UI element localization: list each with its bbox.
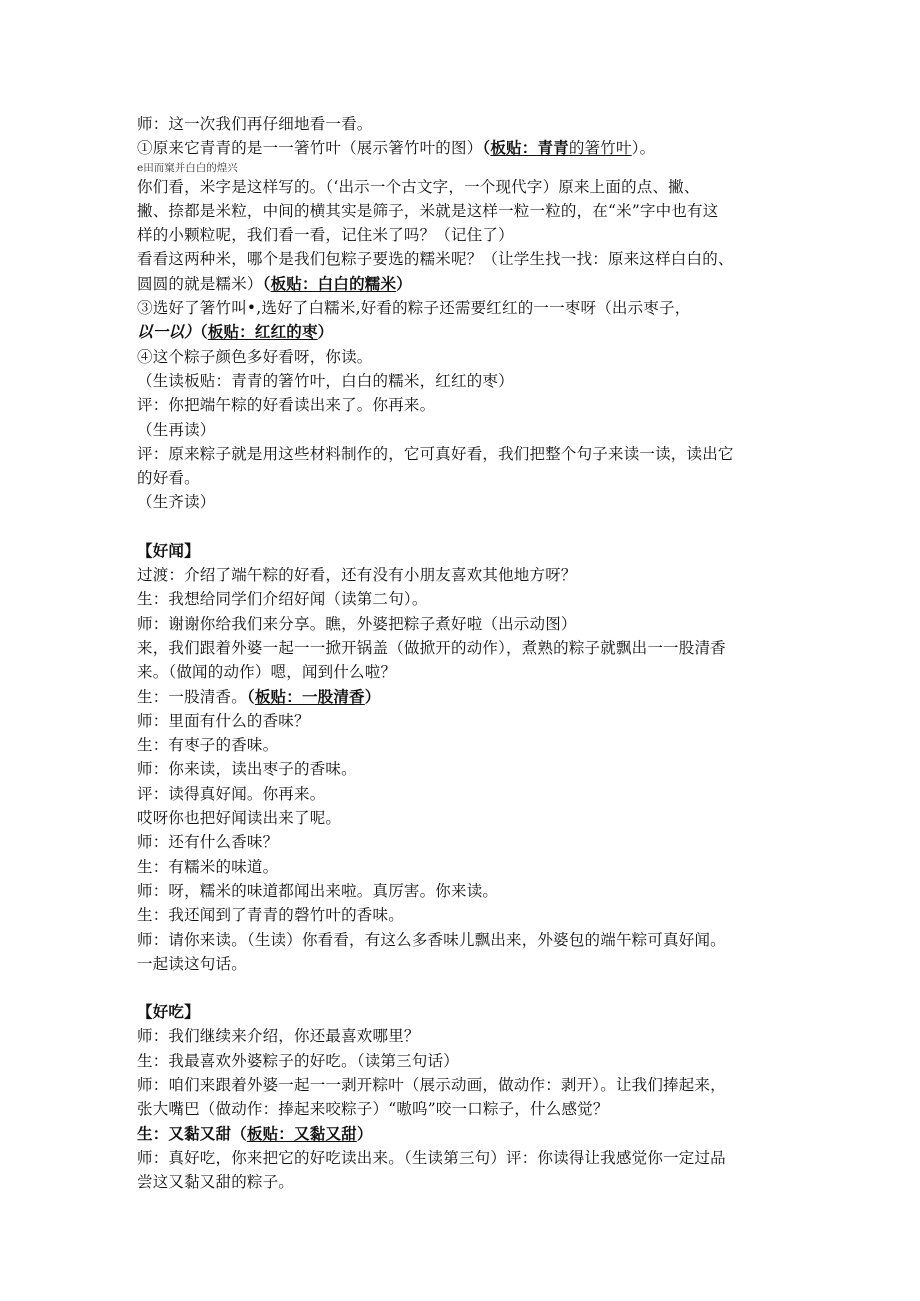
- text-line: 你们看，米字是这样写的。（‘出示一个古文字，一个现代字）原来上面的点、撇、: [137, 177, 700, 196]
- text-line: ④这个粽子颜色多好看呀，你读。: [137, 347, 373, 366]
- section-heading: 【好吃】: [137, 1002, 200, 1022]
- text-line: （生齐读）: [137, 493, 216, 512]
- text-line: 生：一股清香。（板贴：一股清香）: [137, 686, 381, 706]
- text-line: 来。（做闻的动作）嗯，闻到什么啦？: [137, 663, 397, 682]
- board-note: 板贴：青青: [490, 138, 569, 158]
- text-line: 生：我还闻到了青青的磬竹叶的香味。: [137, 906, 404, 925]
- text-line: ③选好了箸竹叫•,选好了白糯米,好看的粽子还需要红红的一一枣呀（出示枣子，: [137, 299, 691, 318]
- text-line: 过渡：介绍了端午粽的好看，还有没有小朋友喜欢其他地方呀？: [137, 566, 577, 585]
- text-line: 评：原来粽子就是用这些材料制作的，它可真好看，我们把整个句子来读一读，读出它: [137, 444, 734, 463]
- text-line: 师：这一次我们再仔细地看一看。: [137, 115, 373, 133]
- text-line: 生：我想给同学们介绍好闻（读第二句）。: [137, 590, 428, 609]
- text-line: 生：有糯米的味道。: [137, 857, 279, 876]
- section-heading: 【好闻】: [137, 540, 200, 560]
- text-line: 张大嘴巴（做动作：捧起来咬粽子）“嗷呜”咬一口粽子，什么感觉？: [137, 1100, 609, 1119]
- text-line: 来，我们跟着外婆一起一一掀开锅盖（做掀开的动作），煮熟的粽子就飘出一一股清香: [137, 638, 726, 657]
- text-line: 生：又黏又甜（板贴：又黏又甜）: [137, 1123, 373, 1143]
- spacer: [137, 976, 787, 1000]
- text-line: 师：咱们来跟着外婆一起一一剥开粽叶（展示动画，做动作：剥开）。让我们捧起来，: [137, 1075, 726, 1094]
- text-line: 评：读得真好闻。你再来。: [137, 784, 326, 803]
- text-line: 师：还有什么香味？: [137, 833, 279, 852]
- text-line: （生读板贴：青青的箸竹叶，白白的糯米，红红的枣）: [137, 371, 514, 390]
- board-note: 板贴：又黏又甜: [246, 1123, 357, 1143]
- text-line: 撇、捺都是米粒，中间的横其实是筛子，米就是这样一粒一粒的，在“米”字中也有这: [137, 201, 719, 220]
- text-line: （生再读）: [137, 420, 216, 439]
- text-line: 样的小颗粒呢，我们看一看，记住米了吗？（记住了）: [137, 226, 514, 245]
- text-line: 师：谢谢你给我们来分享。瞧，外婆把粽子煮好啦（出示动图）: [137, 614, 577, 633]
- text-line: 哎呀你也把好闻读出来了呢。: [137, 809, 342, 828]
- board-note: 板贴：红红的枣: [207, 322, 318, 342]
- text-line: 生：有枣子的香味。: [137, 736, 279, 755]
- text-line: 师：你来读，读出枣子的香味。: [137, 760, 357, 779]
- text-line: 师：里面有什么的香味？: [137, 711, 310, 730]
- board-note: 板贴：白白的: [270, 273, 365, 293]
- text-line: 看看这两种米，哪个是我们包粽子要选的糯米呢？（让学生找一找：原来这样白白的、: [137, 250, 734, 269]
- text-line: 师：我们继续来介绍，你还最喜欢哪里？: [137, 1027, 420, 1046]
- text-line: 的好看。: [137, 469, 200, 488]
- board-note: 板贴：一股清香: [254, 686, 365, 706]
- text-line: ①原来它青青的是一一箸竹叶（展示箸竹叶的图）（板贴：青青的箸竹叶）。: [137, 138, 656, 158]
- document-page: [137, 112, 787, 1194]
- text-line: 生：我最喜欢外婆粽子的好吃。（读第三句话）: [137, 1051, 459, 1070]
- garbled-line: e田而窠并白白的煌兴: [137, 161, 238, 174]
- text-line: 圆圆的就是糯米）（板贴：白白的糯米）: [137, 273, 412, 293]
- text-line: 师：请你来读。（生读）你看看，有这么多香味儿飘出来，外婆包的端午粽可真好闻。: [137, 930, 726, 949]
- text-line: 以一以）（板贴：红红的枣）: [137, 322, 334, 342]
- text-line: 师：呀，糯米的味道都闻出来啦。真厉害。你来读。: [137, 881, 499, 900]
- spacer: [137, 515, 787, 539]
- text-line: 评：你把端午粽的好看读出来了。你再来。: [137, 396, 436, 415]
- text-line: 师：真好吃，你来把它的好吃读出来。（生读第三句）评：你读得让我感觉你一定过品: [137, 1148, 726, 1167]
- text-line: 一起读这句话。: [137, 954, 247, 973]
- text-line: 尝这又黏又甜的粽子。: [137, 1173, 295, 1192]
